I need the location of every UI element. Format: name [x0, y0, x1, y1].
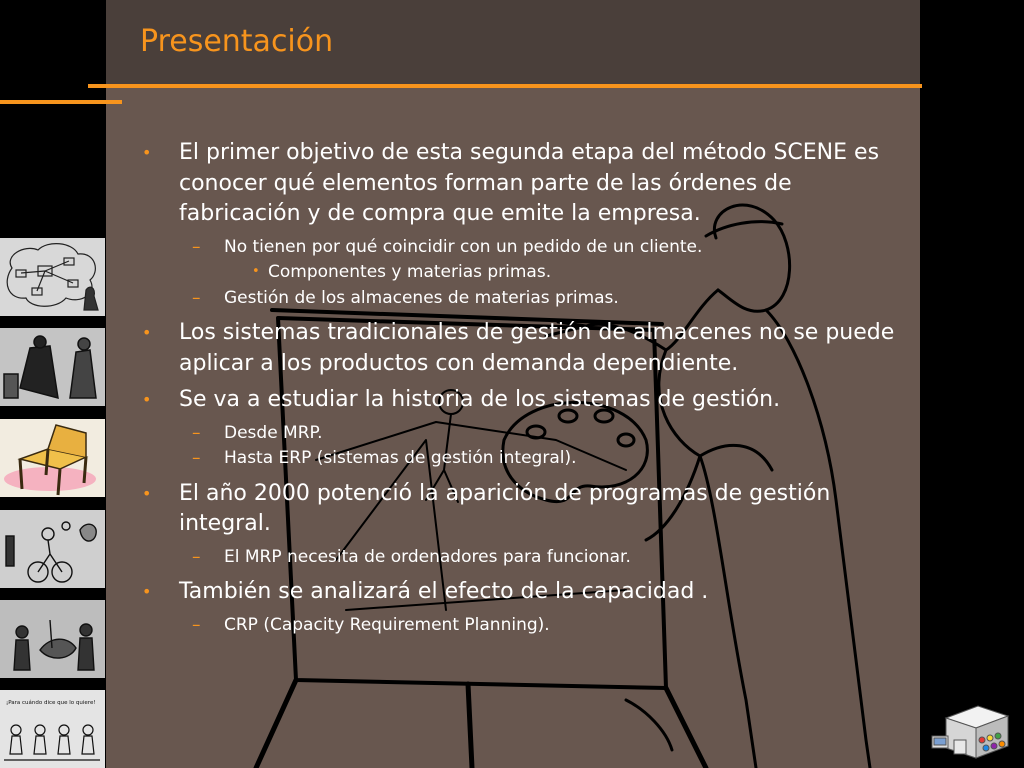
thumbnail-cyclist: [0, 510, 105, 588]
bullet-marker: –: [192, 236, 201, 257]
bullet-marker: •: [142, 323, 152, 342]
workers-sketch-icon: [0, 600, 105, 678]
bullet-text: CRP (Capacity Requirement Planning).: [224, 614, 550, 635]
bullet-item: [140, 385, 915, 416]
bullet-text: El primer objetivo de esta segunda etapa del método SCENE es conocer qué elementos forman parte de las órdenes de fabricación y de compra que emite la empresa.: [179, 140, 880, 226]
bullet-marker: •: [142, 483, 152, 503]
bullet-marker: –: [192, 287, 201, 308]
sub-bullet-item: [140, 543, 915, 572]
thumbnail-comic: [0, 690, 105, 768]
thumbnail-network: [0, 238, 105, 316]
bullet-marker: •: [142, 143, 152, 162]
bullet-list: [140, 138, 915, 639]
bullet-text: Gestión de los almacenes de materias primas.: [224, 287, 619, 308]
bullet-text: También se analizará el efecto de la capacidad .: [179, 579, 709, 604]
thumbnail-workers: [0, 600, 105, 678]
bullet-marker: •: [142, 582, 152, 601]
bullet-marker: •: [142, 390, 152, 409]
sub-bullet-item: [140, 444, 915, 473]
bullet-text: Hasta ERP (sistemas de gestión integral).: [224, 448, 577, 468]
sub-bullet-item: [140, 233, 915, 262]
comic-strip-icon: [0, 690, 105, 768]
bullet-item: [140, 479, 915, 540]
sub-bullet-item: [140, 419, 915, 448]
bullet-text: Desde MRP.: [224, 422, 323, 443]
bullet-marker: –: [192, 546, 201, 567]
title-underline: [88, 84, 922, 88]
sub-sub-bullet-item: [140, 258, 915, 287]
computer-network-cube-icon: [928, 696, 1014, 760]
cyclist-cartoon-icon: [0, 510, 105, 588]
comic-caption: ¡Para cuándo dice que lo quiere!: [6, 700, 96, 706]
bullet-text: El MRP necesita de ordenadores para funcionar.: [224, 546, 631, 567]
chair-icon: [0, 419, 105, 497]
bullet-item: [140, 138, 915, 230]
bullet-marker: –: [192, 448, 201, 468]
bullet-text: El año 2000 potenció la aparición de programas de gestión integral.: [179, 480, 831, 536]
thumbnail-figures: [0, 328, 105, 406]
bullet-text: Componentes y materias primas.: [268, 262, 552, 282]
bullet-marker: –: [192, 614, 201, 635]
bullet-text: Se va a estudiar la historia de los sistemas de gestión.: [179, 387, 781, 412]
bullet-marker: •: [252, 264, 260, 279]
bullet-item: [140, 318, 915, 379]
left-accent-rule: [0, 100, 122, 104]
slide-title: Presentación: [140, 24, 334, 59]
network-diagram-cloud-icon: [0, 238, 105, 316]
thumbnail-chair: [0, 419, 105, 497]
sub-bullet-item: [140, 284, 915, 313]
bullet-item: [140, 577, 915, 608]
bullet-text: Los sistemas tradicionales de gestión de almacenes no se puede aplicar a los productos con demanda dependiente.: [179, 320, 895, 376]
bullet-text: No tienen por qué coincidir con un pedido de un cliente.: [224, 236, 703, 257]
bullet-marker: –: [192, 422, 201, 443]
figures-sketch-icon: [0, 328, 105, 406]
sub-bullet-item: [140, 611, 915, 640]
